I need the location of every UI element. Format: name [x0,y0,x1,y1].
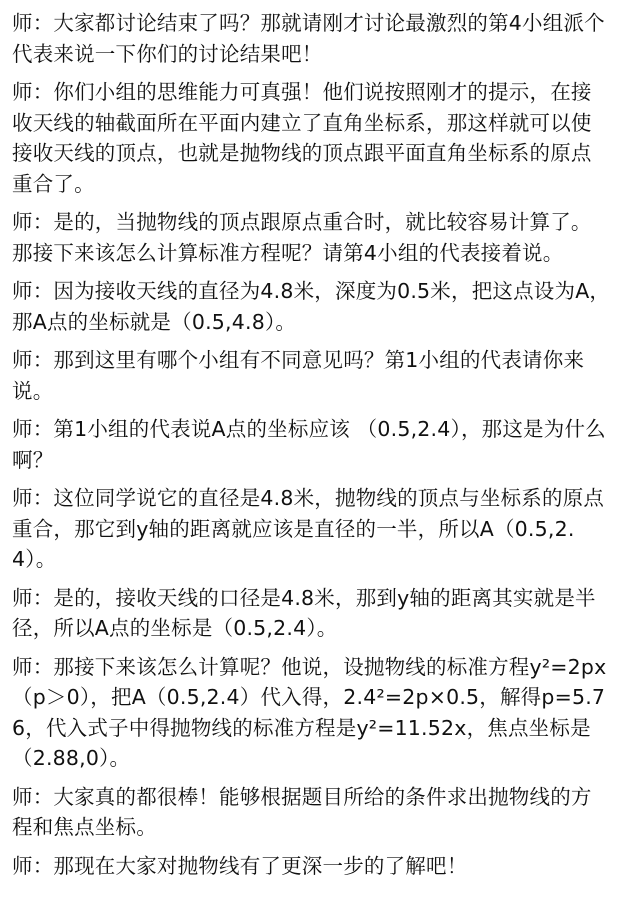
paragraph-1: 师：大家都讨论结束了吗？那就请刚才讨论最激烈的第4小组派个代表来说一下你们的讨论结果吧！ [12,11,605,66]
paragraph-2: 师：你们小组的思维能力可真强！他们说按照刚才的提示，在接收天线的轴截面所在平面内建立了直角坐标系，那这样就可以使接收天线的顶点，也就是抛物线的顶点跟平面直角坐标系的原点重合了。 [12,80,592,196]
paragraph-9: 师：那接下来该怎么计算呢？他说，设抛物线的标准方程y²=2px（p＞0），把A（0.5,2.4）代入得，2.4²=2p×0.5，解得p=5.76，代入式子中得抛物线的标准方程是y²=11.52x，焦点坐标是（2.88,0）。 [12,654,607,770]
paragraph-4: 师：因为接收天线的直径为4.8米，深度为0.5米，把这点设为A，那A点的坐标就是（0.5,4.8）。 [12,279,611,334]
paragraph-5: 师：那到这里有哪个小组有不同意见吗？第1小组的代表请你来说。 [12,348,585,403]
paragraph-10: 师：大家真的都很棒！能够根据题目所给的条件求出抛物线的方程和焦点坐标。 [12,784,592,839]
paragraph-7: 师：这位同学说它的直径是4.8米，抛物线的顶点与坐标系的原点重合，那它到y轴的距离就应该是直径的一半，所以A（0.5,2.4）。 [12,486,605,571]
paragraph-11: 师：那现在大家对抛物线有了更深一步的了解吧！ [12,853,468,878]
paragraph-6: 师：第1小组的代表说A点的坐标应该 （0.5,2.4），那这是为什么啊？ [12,417,606,472]
paragraph-8: 师：是的，接收天线的口径是4.8米，那到y轴的距离其实就是半径，所以A点的坐标是（0.5,2.4）。 [12,585,596,640]
paragraph-3: 师：是的，当抛物线的顶点跟原点重合时，就比较容易计算了。那接下来该怎么计算标准方程呢？请第4小组的代表接着说。 [12,210,592,265]
